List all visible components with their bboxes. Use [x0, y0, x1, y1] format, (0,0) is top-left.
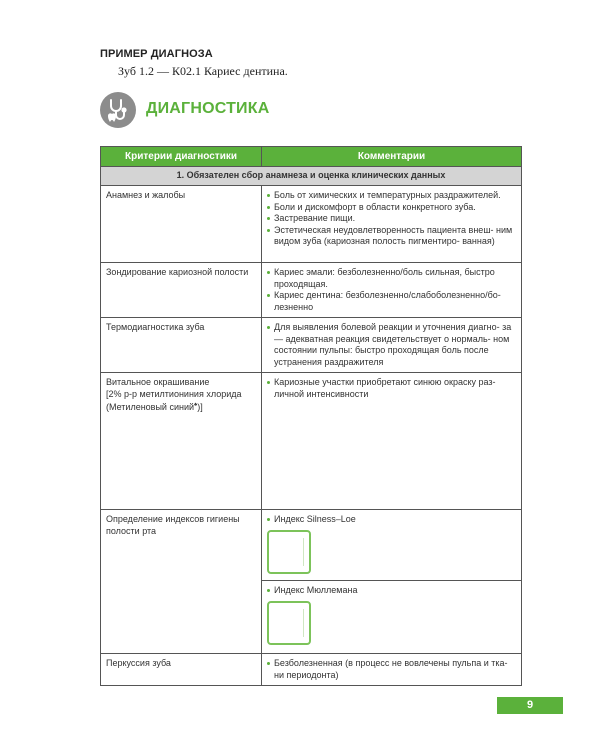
- list-item: Кариес эмали: безболезненно/боль сильная, быстро проходящая.: [267, 267, 516, 290]
- criterion-cell: Перкуссия зуба: [101, 654, 262, 686]
- index-image-placeholder: [267, 601, 311, 645]
- comment-cell: [262, 654, 522, 686]
- table-section-row: [101, 167, 522, 186]
- list-item: Индекс Silness–Loe: [267, 514, 516, 526]
- list-item: Кариозные участки приобретают синюю окраску раз- личной интенсивности: [267, 377, 516, 400]
- list-item: Индекс Мюллемана: [267, 585, 516, 597]
- list-item: Кариес дентина: безболезненно/слабоболезненно/бо- лезненно: [267, 290, 516, 313]
- list-item: Для выявления болевой реакции и уточнения диагно- за — адекватная реакция свидетельствует о нормаль- ном состоянии пульпы: быстро проходящая боль после устранения раздражителя: [267, 322, 516, 368]
- criterion-line: [106, 400, 256, 414]
- diagnostics-section-title: ДИАГНОСТИКА: [146, 100, 270, 117]
- header-comments: Комментарии: [262, 147, 522, 167]
- criterion-cell: [101, 373, 262, 510]
- comment-cell: [262, 581, 522, 654]
- section-row-label: 1. Обязателен сбор анамнеза и оценка клинических данных: [101, 167, 522, 186]
- comment-cell: [262, 263, 522, 318]
- table-row: [101, 654, 522, 686]
- list-item: Боль от химических и температурных раздражителей.: [267, 190, 516, 202]
- table-row: [101, 263, 522, 318]
- list-item: Боли и дискомфорт в области конкретного зуба.: [267, 202, 516, 214]
- table-row: [101, 510, 522, 581]
- list-item: Эстетическая неудовлетворенность пациента внеш- ним видом зуба (кариозная полость пигментиро- ванная): [267, 225, 516, 248]
- criterion-text: (Метиленовый синий: [106, 402, 195, 412]
- trademark-symbol: ♠: [194, 402, 198, 408]
- table-row: [101, 186, 522, 263]
- page-number: 9: [497, 697, 563, 714]
- example-diagnosis-heading: ПРИМЕР ДИАГНОЗА: [100, 48, 213, 60]
- criterion-cell: Зондирование кариозной полости: [101, 263, 262, 318]
- list-item: Застревание пищи.: [267, 213, 516, 225]
- comment-cell: [262, 318, 522, 373]
- list-item: Безболезненная (в процесс не вовлечены пульпа и тка- ни периодонта): [267, 658, 516, 681]
- table-row: [101, 318, 522, 373]
- criterion-line: Витальное окрашивание: [106, 377, 210, 387]
- comment-cell: [262, 186, 522, 263]
- criterion-cell: Термодиагностика зуба: [101, 318, 262, 373]
- comment-cell: [262, 373, 522, 510]
- criterion-text: )]: [197, 402, 203, 412]
- criterion-line: [2% р-р метилтиониния хлорида: [106, 388, 242, 399]
- header-criteria: Критерии диагностики: [101, 147, 262, 167]
- stethoscope-tooth-icon: [100, 92, 136, 128]
- criterion-cell: Определение индексов гигиены полости рта: [101, 510, 262, 654]
- diagnostics-table: [100, 146, 522, 686]
- criterion-cell: Анамнез и жалобы: [101, 186, 262, 263]
- comment-cell: [262, 510, 522, 581]
- table-header-row: [101, 147, 522, 167]
- index-image-placeholder: [267, 530, 311, 574]
- example-diagnosis-text: Зуб 1.2 — К02.1 Кариес дентина.: [118, 64, 288, 78]
- table-row: [101, 373, 522, 510]
